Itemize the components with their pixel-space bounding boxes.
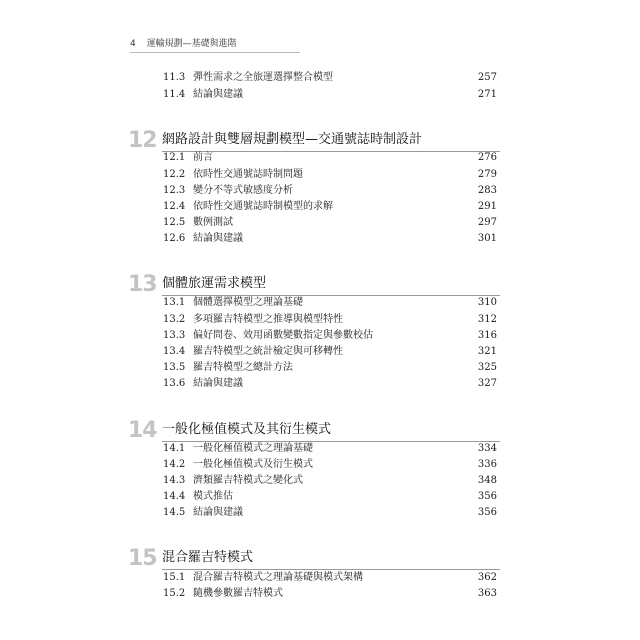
entry-number: 11.3	[163, 72, 186, 83]
entry-number: 13.6	[163, 378, 186, 389]
toc-entry[interactable]	[163, 183, 497, 198]
entry-page: 356	[477, 491, 497, 502]
entry-number: 12.4	[163, 201, 186, 212]
toc-entry[interactable]	[163, 295, 497, 310]
entry-number: 15.1	[163, 572, 186, 583]
entry-title: 一般化極值模式之理論基礎	[193, 443, 313, 454]
entry-number: 13.4	[163, 346, 186, 357]
entry-page: 356	[477, 507, 497, 518]
entry-page: 276	[477, 152, 497, 163]
chapter-number: 12	[128, 128, 157, 153]
entry-title: 一般化極值模式及衍生模式	[193, 459, 313, 470]
entry-number: 12.2	[163, 169, 186, 180]
chapter-title: 個體旅運需求模型	[162, 274, 500, 296]
running-title: 運輸規劃—基礎與進階	[146, 39, 237, 49]
entry-title: 結論與建議	[193, 89, 243, 100]
entry-title: 變分不等式敏感度分析	[193, 185, 293, 196]
entry-number: 14.3	[163, 475, 186, 486]
entry-title: 前言	[193, 152, 213, 163]
entry-number: 14.5	[163, 507, 186, 518]
entry-number: 13.2	[163, 314, 186, 325]
chapter-title: 混合羅吉特模式	[162, 548, 500, 570]
entry-title: 結論與建議	[193, 378, 243, 389]
entry-page: 312	[477, 314, 497, 325]
entry-number: 12.5	[163, 217, 186, 228]
toc-entry[interactable]	[163, 70, 497, 85]
toc-entry[interactable]	[163, 344, 497, 359]
entry-number: 12.3	[163, 185, 186, 196]
entry-title: 結論與建議	[193, 233, 243, 244]
chapter-number: 13	[128, 272, 157, 297]
chapter-number: 14	[128, 418, 157, 443]
entry-number: 14.2	[163, 459, 186, 470]
chapter-heading-15[interactable]	[128, 546, 500, 570]
toc-entry[interactable]	[163, 586, 497, 601]
toc-entry[interactable]	[163, 441, 497, 456]
page-number: 4	[130, 39, 136, 49]
entry-page: 257	[477, 72, 497, 83]
toc-entry[interactable]	[163, 150, 497, 165]
entry-page: 291	[477, 201, 497, 212]
entry-title: 多項羅吉特模型之推導與模型特性	[193, 314, 343, 325]
entry-page: 310	[477, 297, 497, 308]
entry-number: 12.1	[163, 152, 186, 163]
entry-number: 14.4	[163, 491, 186, 502]
entry-title: 數例測試	[193, 217, 233, 228]
entry-page: 301	[477, 233, 497, 244]
entry-page: 316	[477, 330, 497, 341]
entry-title: 個體選擇模型之理論基礎	[193, 297, 303, 308]
page-header	[130, 36, 300, 53]
entry-number: 15.2	[163, 588, 186, 599]
chapter-number: 15	[128, 546, 157, 571]
entry-title: 偏好問卷、效用函數變數指定與參數校估	[193, 330, 373, 341]
entry-page: 362	[477, 572, 497, 583]
chapter-heading-14[interactable]	[128, 418, 500, 442]
toc-entry[interactable]	[163, 312, 497, 327]
entry-page: 325	[477, 362, 497, 373]
entry-number: 12.6	[163, 233, 186, 244]
entry-page: 334	[477, 443, 497, 454]
entry-page: 297	[477, 217, 497, 228]
entry-title: 濟類羅吉特模式之變化式	[193, 475, 303, 486]
chapter-heading-13[interactable]	[128, 272, 500, 296]
chapter-title: 一般化極值模式及其衍生模式	[162, 420, 500, 442]
toc-entry[interactable]	[163, 215, 497, 230]
entry-title: 依時性交通號誌時制模型的求解	[193, 201, 333, 212]
entry-page: 283	[477, 185, 497, 196]
entry-title: 羅吉特模型之總計方法	[193, 362, 293, 373]
entry-title: 隨機參數羅吉特模式	[193, 588, 283, 599]
entry-number: 14.1	[163, 443, 186, 454]
entry-title: 混合羅吉特模式之理論基礎與模式架構	[193, 572, 363, 583]
toc-entry[interactable]	[163, 167, 497, 182]
entry-title: 依時性交通號誌時制問題	[193, 169, 303, 180]
entry-title: 結論與建議	[193, 507, 243, 518]
toc-entry[interactable]	[163, 376, 497, 391]
toc-entry[interactable]	[163, 489, 497, 504]
entry-page: 363	[477, 588, 497, 599]
entry-page: 321	[477, 346, 497, 357]
toc-entry[interactable]	[163, 457, 497, 472]
entry-number: 11.4	[163, 89, 186, 100]
entry-number: 13.3	[163, 330, 186, 341]
entry-page: 327	[477, 378, 497, 389]
entry-title: 模式推估	[193, 491, 233, 502]
entry-page: 279	[477, 169, 497, 180]
chapter-heading-12[interactable]	[128, 128, 500, 152]
toc-entry[interactable]	[163, 328, 497, 343]
entry-page: 336	[477, 459, 497, 470]
toc-entry[interactable]	[163, 231, 497, 246]
toc-entry[interactable]	[163, 505, 497, 520]
chapter-title: 網路設計與雙層規劃模型—交通號誌時制設計	[162, 130, 500, 152]
toc-entry[interactable]	[163, 360, 497, 375]
entry-number: 13.1	[163, 297, 186, 308]
entry-page: 348	[477, 475, 497, 486]
entry-title: 羅吉特模型之統計檢定與可移轉性	[193, 346, 343, 357]
toc-entry[interactable]	[163, 473, 497, 488]
toc-entry[interactable]	[163, 87, 497, 102]
entry-number: 13.5	[163, 362, 186, 373]
toc-entry[interactable]	[163, 570, 497, 585]
entry-title: 彈性需求之全旅運選擇整合模型	[193, 72, 333, 83]
entry-page: 271	[477, 89, 497, 100]
toc-entry[interactable]	[163, 199, 497, 214]
